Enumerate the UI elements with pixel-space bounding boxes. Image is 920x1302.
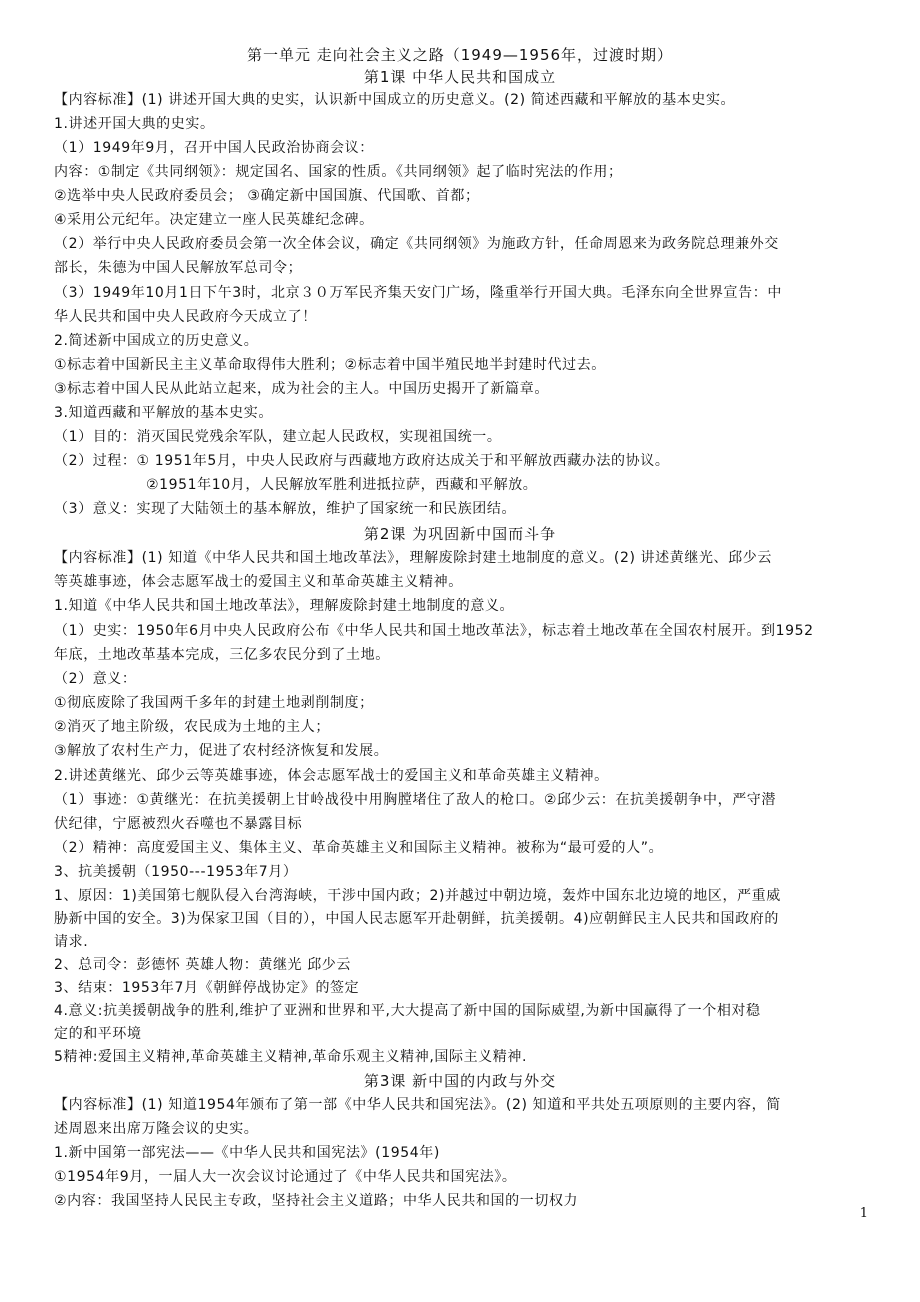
text-line: 5精神:爱国主义精神,革命英雄主义精神,革命乐观主义精神,国际主义精神. (54, 1049, 528, 1065)
text-line: （3）1949年10月1日下午3时，北京３０万军民齐集天安门广场，隆重举行开国大典。毛泽东向全世界宣告：中 (54, 285, 782, 301)
text-line: 胁新中国的安全。3)为保家卫国（目的），中国人民志愿军开赴朝鲜，抗美援朝。4)应朝鲜民主人民共和国政府的 (54, 911, 779, 927)
text-line: ②1951年10月，人民解放军胜利进抵拉萨，西藏和平解放。 (146, 477, 538, 493)
text-line: 年底，土地改革基本完成，三亿多农民分到了土地。 (54, 647, 390, 663)
text-line: （2）精神：高度爱国主义、集体主义、革命英雄主义和国际主义精神。被称为“最可爱的人”。 (54, 840, 664, 856)
text-line: （1）1949年9月，召开中国人民政治协商会议： (54, 140, 374, 156)
text-line: 1.新中国第一部宪法——《中华人民共和国宪法》(1954年) (54, 1145, 440, 1161)
text-line: 【内容标准】(1) 知道《中华人民共和国土地改革法》，理解废除封建土地制度的意义。(2) 讲述黄继光、邱少云 (54, 550, 772, 566)
text-line: 述周恩来出席万隆会议的史实。 (54, 1121, 259, 1137)
text-line: 4.意义:抗美援朝战争的胜利,维护了亚洲和世界和平,大大提高了新中国的国际威望,为新中国赢得了一个相对稳 (54, 1003, 761, 1019)
text-line: 3、抗美援朝（1950---1953年7月） (54, 864, 298, 880)
text-line: 定的和平环境 (54, 1026, 142, 1042)
text-line: ①1954年9月，一届人大一次会议讨论通过了《中华人民共和国宪法》。 (54, 1169, 517, 1185)
text-line: 1.讲述开国大典的史实。 (54, 116, 215, 132)
text-line: （2）意义： (54, 671, 137, 687)
text-line: 伏纪律，宁愿被烈火吞噬也不暴露目标 (54, 816, 303, 832)
section-heading: 第一单元 走向社会主义之路（1949—1956年，过渡时期） (246, 46, 674, 64)
text-line: ②选举中央人民政府委员会； ③确定新中国国旗、代国歌、首都； (54, 188, 480, 204)
text-line: （1）史实：1950年6月中央人民政府公布《中华人民共和国土地改革法》，标志着土地改革在全国农村展开。到1952 (54, 623, 814, 639)
text-line: （1）事迹：①黄继光：在抗美援朝上甘岭战役中用胸膛堵住了敌人的枪口。②邱少云：在抗美援朝争中，严守潜 (54, 792, 777, 808)
text-line: （2）过程：① 1951年5月，中央人民政府与西藏地方政府达成关于和平解放西藏办法的协议。 (54, 453, 670, 469)
text-line: （1）目的：消灭国民党残余军队，建立起人民政权，实现祖国统一。 (54, 429, 502, 445)
text-line: ①彻底废除了我国两千多年的封建土地剥削制度； (54, 695, 374, 711)
text-line: 【内容标准】(1) 知道1954年颁布了第一部《中华人民共和国宪法》。(2) 知道和平共处五项原则的主要内容，简 (54, 1097, 781, 1113)
text-line: 1.知道《中华人民共和国土地改革法》，理解废除封建土地制度的意义。 (54, 598, 515, 614)
text-line: ③解放了农村生产力，促进了农村经济恢复和发展。 (54, 743, 389, 759)
page-number: 1 (859, 1206, 868, 1221)
text-line: 2.简述新中国成立的历史意义。 (54, 333, 259, 349)
text-line: ④采用公元纪年。决定建立一座人民英雄纪念碑。 (54, 212, 374, 228)
section-heading: 第2课 为巩固新中国而斗争 (363, 525, 557, 543)
text-line: 内容：①制定《共同纲领》：规定国名、国家的性质。《共同纲领》起了临时宪法的作用； (54, 164, 623, 180)
text-line: 3、结束：1953年7月《朝鲜停战协定》的签定 (54, 980, 360, 996)
text-line: 华人民共和国中央人民政府今天成立了！ (54, 309, 317, 325)
text-line: ③标志着中国人民从此站立起来，成为社会的主人。中国历史揭开了新篇章。 (54, 381, 549, 397)
text-line: （2）举行中央人民政府委员会第一次全体会议，确定《共同纲领》为施政方针，任命周恩来为政务院总理兼外交 (54, 236, 779, 252)
text-line: 【内容标准】(1) 讲述开国大典的史实，认识新中国成立的历史意义。(2) 简述西藏和平解放的基本史实。 (54, 92, 736, 108)
text-line: 请求. (54, 934, 89, 950)
text-line: 3.知道西藏和平解放的基本史实。 (54, 405, 273, 421)
text-line: （3）意义：实现了大陆领土的基本解放，维护了国家统一和民族团结。 (54, 501, 517, 517)
text-line: ①标志着中国新民主主义革命取得伟大胜利；②标志着中国半殖民地半封建时代过去。 (54, 357, 606, 373)
text-line: ②内容：我国坚持人民民主专政，坚持社会主义道路；中华人民共和国的一切权力 (54, 1193, 579, 1209)
section-heading: 第3课 新中国的内政与外交 (363, 1072, 557, 1090)
text-line: 1、原因：1)美国第七舰队侵入台湾海峡，干涉中国内政；2)并越过中朝边境，轰炸中国东北边境的地区，严重威 (54, 888, 781, 904)
text-line: ②消灭了地主阶级，农民成为土地的主人； (54, 719, 330, 735)
text-line: 部长，朱德为中国人民解放军总司令； (54, 260, 303, 276)
text-line: 2.讲述黄继光、邱少云等英雄事迹，体会志愿军战士的爱国主义和革命英雄主义精神。 (54, 768, 609, 784)
section-heading: 第1课 中华人民共和国成立 (363, 68, 557, 86)
text-line: 等英雄事迹，体会志愿军战士的爱国主义和革命英雄主义精神。 (54, 574, 463, 590)
text-line: 2、总司令：彭德怀 英雄人物：黄继光 邱少云 (54, 957, 352, 973)
